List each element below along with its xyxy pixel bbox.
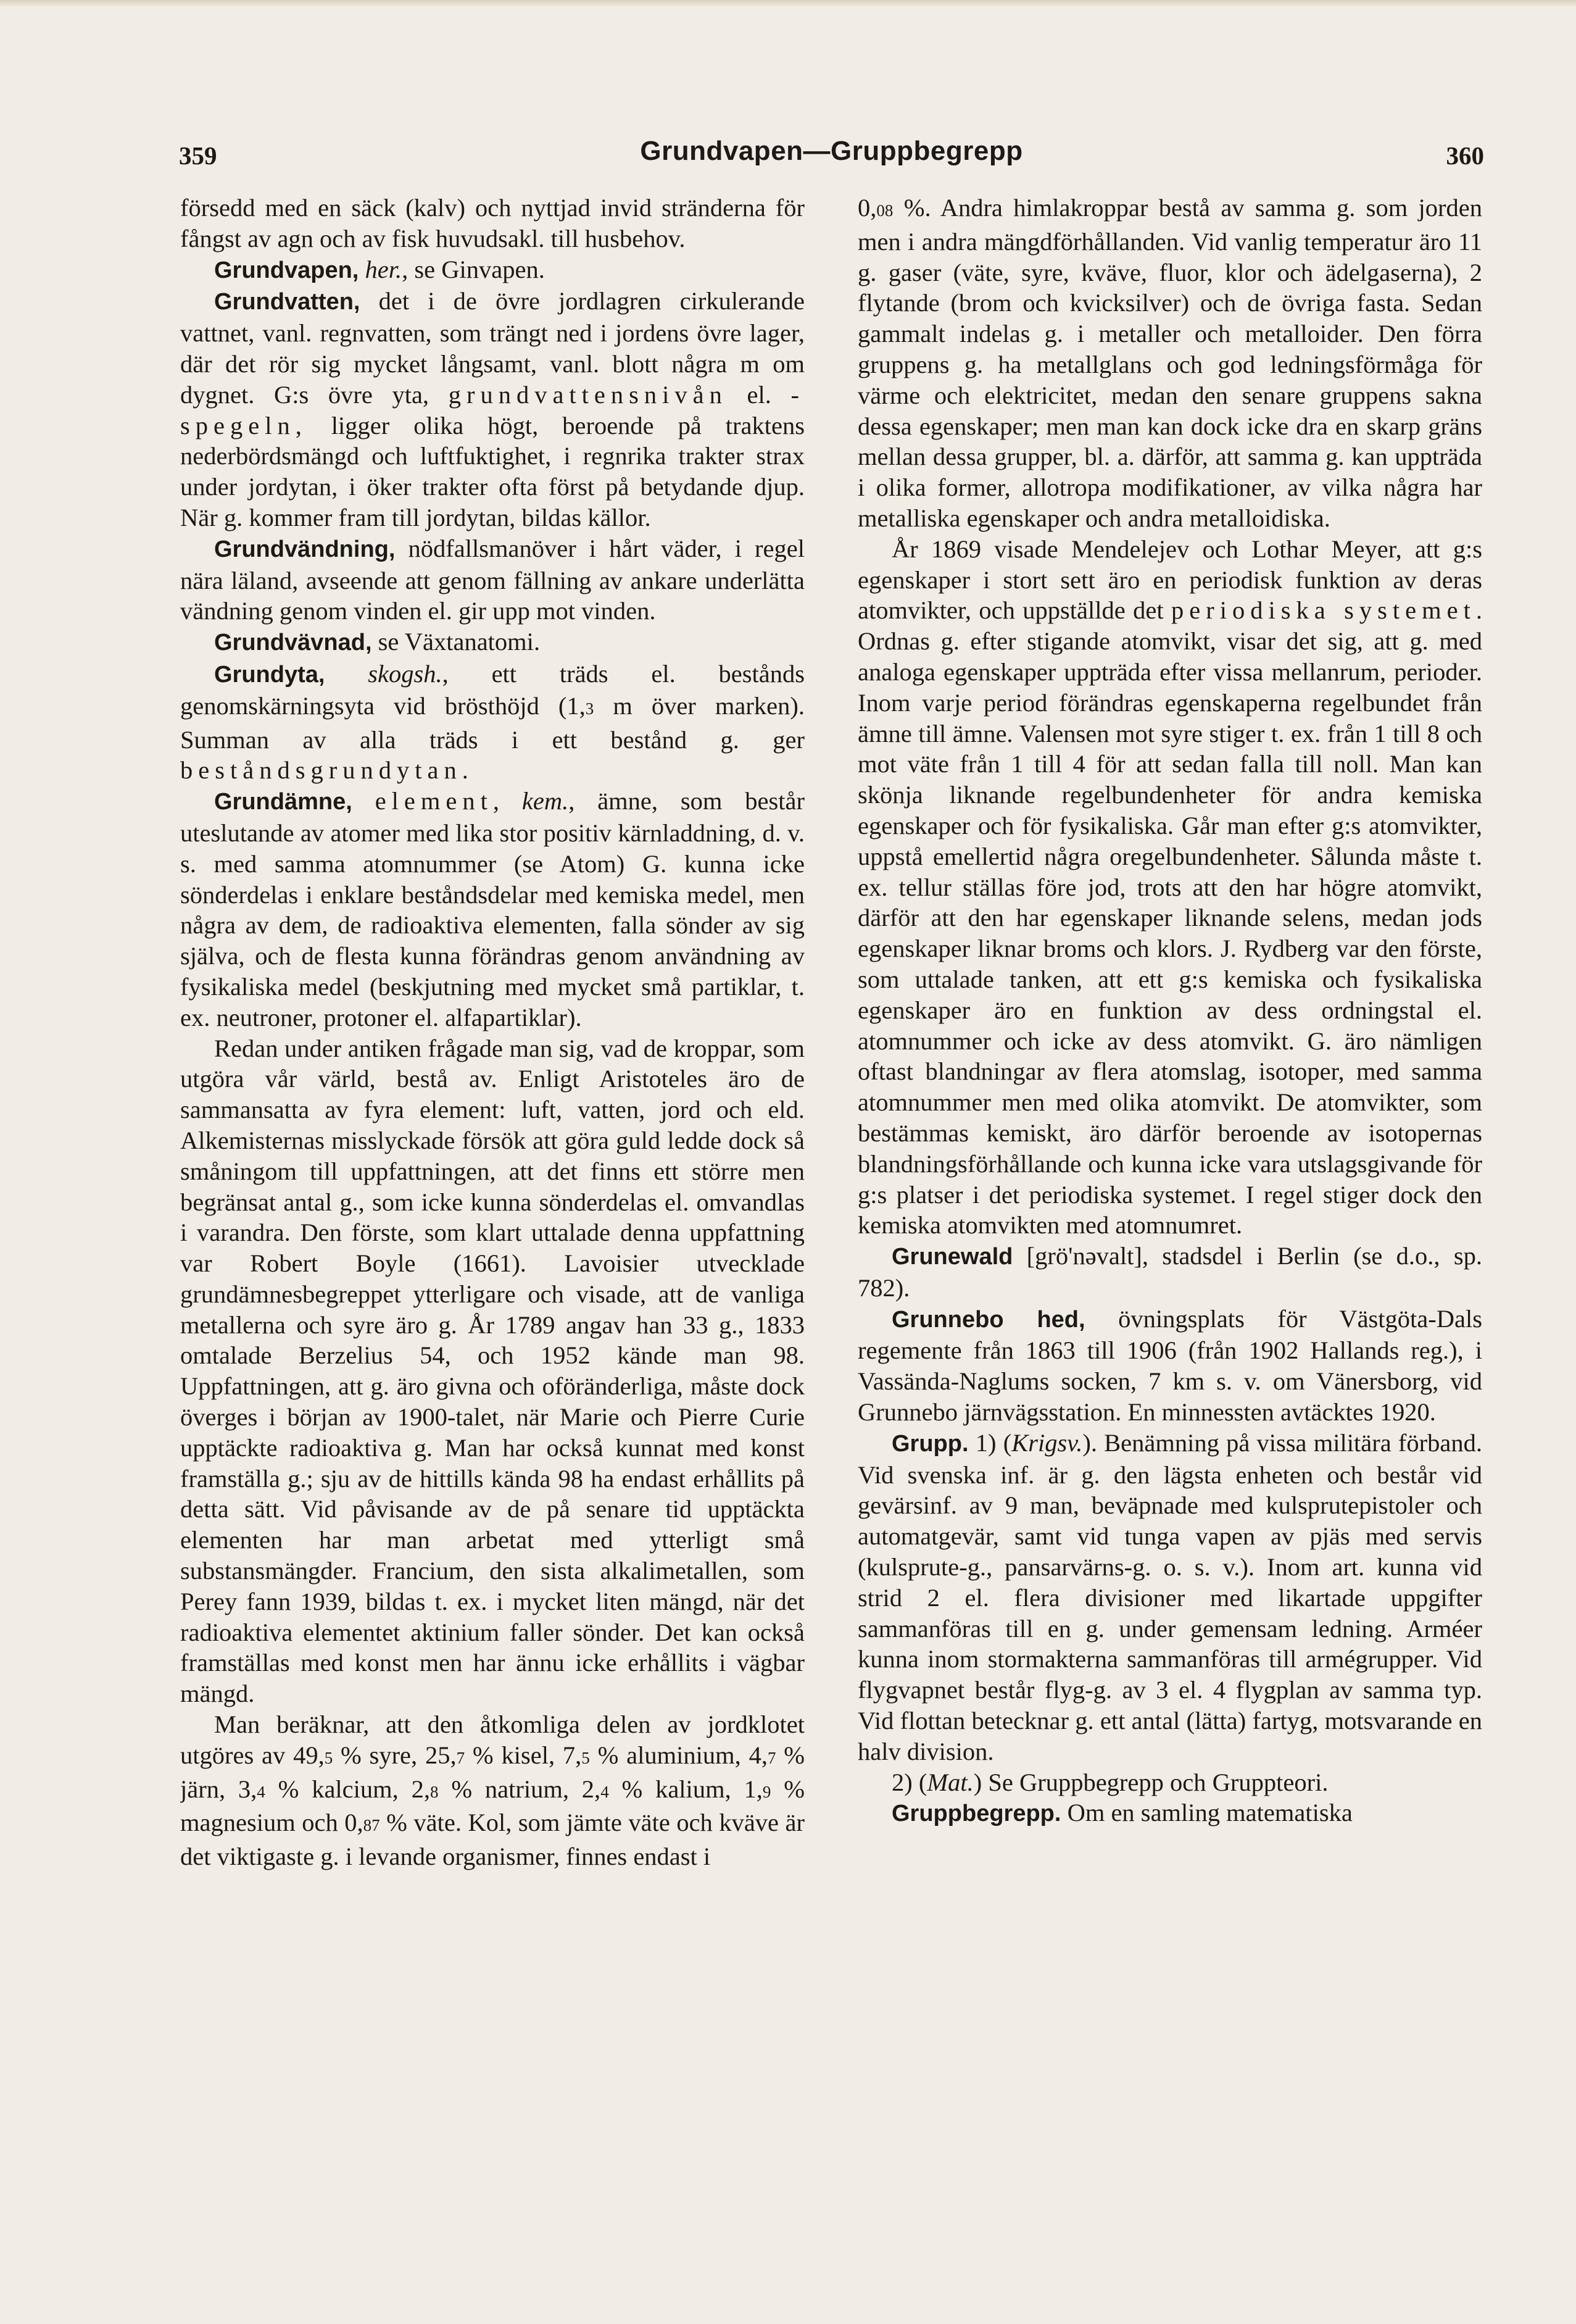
abbreviation: Krigsv. <box>1011 1428 1083 1457</box>
headword: Grupp. <box>892 1430 969 1457</box>
entry-text: m över marken). Summan av alla träds i ett bestånd g. ger <box>180 691 805 754</box>
text-run: % kalium, 1, <box>608 1775 763 1803</box>
text-run: Man beräknar, att den åtkomliga delen av jordklotet utgöres av 49, <box>180 1710 805 1769</box>
right-column <box>858 193 1482 2254</box>
spaced-term: beståndsgrundytan <box>180 756 462 785</box>
abbreviation: her. <box>365 255 402 283</box>
entry-text: . <box>462 756 468 785</box>
text-run: % kalcium, 2, <box>265 1775 430 1803</box>
entry-text: ). Benämning på vissa militära förband. Vid svenska inf. är g. den lägsta enheten och består vid gevärsinf. av 9 man, beväpnade med kulsprutepistoler och automatgevär, samt vid tunga vapen av pjäs med servis (kulsprute-g., pansarvärns-g. o. s. v.). Inom art. kunna vid strid 2 el. flera divisioner med likartade uppgifter sammanföras till en g. under gemensam ledning. Arméer kunna inom stormakterna sammanföras till armégrupper. Vid flygvapnet består flyg-g. av 3 el. 4 flygplan av samma typ. Vid flottan betecknar g. ett antal (lätta) fartyg, motsvarande en halv division. <box>858 1428 1482 1765</box>
page-top-edge <box>0 0 1576 6</box>
entry-grundamne: Grundämne, element, kem., ämne, som består uteslutande av atomer med lika stor positiv kärnladdning, d. v. s. med samma atomnummer (se Atom) G. kunna icke sönderdelas i enklare beståndsdelar med kemiska medel, men några av dem, de radioaktiva elementen, falla sönder av sig själva, och de flesta kunna förändras genom användning av fysikaliska medel (beskjutning med mycket små partiklar, t. ex. neutroner, protoner el. alfapartiklar). <box>180 787 805 1031</box>
entry-text: ) Se Gruppbegrepp och Gruppteori. <box>973 1768 1329 1796</box>
spaced-term: grundvattensnivån <box>448 380 728 409</box>
entry-grundvatten <box>180 286 805 533</box>
headword: Grundvävnad, <box>214 630 372 656</box>
entry-grundvapen <box>180 254 805 286</box>
entry-text: , ämne, som består uteslutande av atomer med lika stor positiv kärnladdning, d. v. s. med samma atomnummer (se Atom) G. kunna icke sönderdelas i enklare beståndsdelar med kemiska medel, men några av dem, de radioaktiva elementen, falla sönder av sig själva, och de flesta kunna förändras genom användning av fysikaliska medel (beskjutning med mycket små partiklar, t. ex. neutroner, protoner el. alfapartiklar). <box>180 787 805 1031</box>
decimal-digit: 9 <box>762 1782 771 1801</box>
left-column <box>180 193 805 2254</box>
text-run: % syre, 25, <box>333 1741 457 1769</box>
paragraph-man-beraknar <box>180 1709 805 1872</box>
entry-text: 2) ( <box>892 1768 927 1796</box>
entry-text: Om en samling matematiska <box>1061 1799 1353 1827</box>
entry-grundvavnad <box>180 627 805 659</box>
entry-text: se Växtanatomi. <box>371 628 541 656</box>
entry-text: , ett träds el. bestånds genomskärningsyta vid brösthöjd (1, <box>180 659 805 720</box>
decimal-digit: 8 <box>429 1782 439 1801</box>
entry-gruppbegrepp <box>858 1797 1482 1830</box>
headword: Grundyta, <box>214 661 325 688</box>
spaced-term: -spegeln, <box>180 380 805 439</box>
headword: Grundämne, <box>214 789 352 815</box>
text-run: % natrium, 2, <box>438 1775 601 1803</box>
entry-grunnebo-hed <box>858 1304 1482 1428</box>
headword: Grundvapen, <box>214 257 359 283</box>
continued-paragraph <box>858 193 1482 534</box>
text-run: . Ordnas g. efter stigande atomvikt, visar det sig, att g. med analoga egenskaper uppträda efter vissa mellanrum, perioder. Inom varje period förändras egenskaperna regelbundet från ämne till ämne. Valensen mot syre stiger t. ex. från 1 till 8 och mot väte från 1 till 4 för att sedan falla till noll. Man kan skönja liknande regelbundenheter för andra kemiska egenskaper och för fysikaliska. Går man efter g:s atomvikter, uppstå emellertid några oregelbundenheter. Sålunda måste t. ex. tellur ställas före jod, trots att den har högre atomvikt, därför att den har egenskaper liknande selens, medan jods egenskaper liknar broms och klors. J. Rydberg var den förste, som uttalade tanken, att ett g:s kemiska och fysikaliska egenskaper äro en funktion av dess ordningstal el. atomnummer och icke av dess atomvikt. G. äro nämligen oftast blandningar av flera atomslag, isotoper, med samma atomnummer men med olika atomvikt. De atomvikter, som bestämmas kemiskt, äro därför beroende av isotopernas blandningsförhållande och kunna icke vara utslagsgivande för g:s platser i det periodiska systemet. I regel stiger dock den kemiska atomvikten med atomnumret. <box>858 596 1482 1239</box>
text-run: 0, <box>858 194 877 222</box>
entry-text: el. <box>727 380 791 409</box>
entry-text: nödfallsmanöver i hårt väder, i regel nära läland, avseende att genom fällning av ankare underlätta vändning genom vinden el. gir upp mot vinden. <box>180 534 805 625</box>
entry-grunewald <box>858 1241 1482 1304</box>
text-run: % järn, 3, <box>180 1741 805 1803</box>
headword: Gruppbegrepp. <box>892 1801 1061 1827</box>
paragraph-redan <box>180 1033 805 1710</box>
text-run: % kisel, 7, <box>465 1741 582 1769</box>
decimal-digit: 4 <box>257 1782 265 1801</box>
decimal-digit: 87 <box>363 1816 380 1835</box>
entry-grupp <box>858 1428 1482 1767</box>
running-head: Grundvapen—Gruppbegrepp <box>640 136 1023 166</box>
page-header <box>179 136 1484 179</box>
entry-grundvandning <box>180 533 805 627</box>
abbreviation: Mat. <box>927 1768 974 1796</box>
spaced-term: element <box>375 787 493 815</box>
entry-grupp-2 <box>858 1767 1482 1798</box>
decimal-digit: 5 <box>324 1748 333 1767</box>
entry-text: , se Ginvapen. <box>402 255 545 283</box>
decimal-digit: 3 <box>585 699 594 718</box>
right-page-number: 360 <box>1446 141 1484 170</box>
text-run: %. Andra himlakroppar bestå av samma g. som jorden men i andra mängdförhållanden. Vid vanlig temperatur äro 11 g. gaser (väte, syre, kväve, fluor, klor och ädelgaserna), 2 flytande (brom och kvicksilver) och de övriga fasta. Sedan gammalt indelas g. i metaller och metalloider. Den förra gruppens g. ha metallglans och god ledningsförmåga för värme och elektricitet, medan den senare gruppens sakna dessa egenskaper; men man kan dock icke dra en skarp gräns mellan dessa grupper, bl. a. därför, att samma g. kan uppträda i olika former, allotropa modifikationer, av vilka några har metalliska egenskaper och andra metalloidiska. <box>858 194 1482 532</box>
text-run: År 1869 visade Mendelejev och Lothar Meyer, att g:s egenskaper i stort sett äro en periodisk funktion av deras atomvikter, och uppställde det <box>858 535 1482 625</box>
continued-entry <box>180 193 805 254</box>
headword: Grundvatten, <box>214 289 360 315</box>
decimal-digit: 7 <box>767 1748 776 1767</box>
text-run: % väte. Kol, som jämte väte och kväve är det viktigaste g. i levande organismer, finnes endast i <box>180 1809 805 1871</box>
entry-text: ligger olika högt, beroende på traktens nederbördsmängd och luftfuktighet, i regnrika trakter strax under jordytan, i öker trakter ofta först på betydande djup. När g. kommer fram till jordytan, bildas källor. <box>180 411 805 531</box>
left-page-number: 359 <box>179 141 217 170</box>
text-run: % magnesium och 0, <box>180 1775 805 1837</box>
abbreviation: kem. <box>521 787 569 815</box>
spaced-term: periodiska systemet <box>1171 596 1476 625</box>
decimal-digit: 4 <box>600 1782 609 1801</box>
text-run: % aluminium, 4, <box>589 1741 768 1769</box>
headword: Grunewald <box>892 1244 1013 1270</box>
decimal-digit: 5 <box>581 1748 590 1767</box>
decimal-digit: 7 <box>456 1748 465 1767</box>
entry-text: försedd med en säck (kalv) och nyttjad invid stränderna för fångst av agn och av fisk huvudsakl. till husbehov. <box>180 194 805 252</box>
paragraph-text: Redan under antiken frågade man sig, vad de kroppar, som utgöra vår värld, bestå av. Enligt Aristoteles äro de sammansatta av fyra element: luft, vatten, jord och eld. Alkemisternas misslyckade försök att göra guld ledde dock så småningom till uppfattningen, att det finns ett större men begränsat antal g., som icke kunna sönderdelas el. omvandlas i varandra. Den förste, som klart uttalade denna uppfattning var Robert Boyle (1661). Lavoisier utvecklade grundämnesbegreppet ytterligare och visade, att de vanliga metallerna och syre äro g. År 1789 angav han 33 g., 1833 omtalade Berzelius 54, och 1952 kände man 98. Uppfattningen, att g. äro givna och oföränderliga, måste dock överges i början av 1900-talet, när Marie och Pierre Curie upptäckte radioaktiva g. Man har också kunnat med konst framställa g.; sju av de hittills kända 98 ha endast erhållits på detta sätt. Vid påvisande av de på senare tid upptäckta elementen har man arbetat med ytterligt små substansmängder. Francium, den sista alkalimetallen, som Perey fann 1939, bildas t. ex. i mycket liten mängd, när det radioaktiva elementet aktinium faller sönder. Det kan också framställas med konst men har ännu icke erhållits i vägbar mängd. <box>180 1034 805 1708</box>
entry-text: det i de övre jordlagren cirkulerande vattnet, vanl. regnvatten, som trängt ned i jordens övre lager, där det rör sig mycket långsamt, vanl. blott några m om dygnet. G:s övre yta, <box>180 287 805 409</box>
headword: Grunnebo hed, <box>892 1306 1085 1333</box>
decimal-digit: 08 <box>876 201 894 220</box>
paragraph-ar-1869 <box>858 534 1482 1241</box>
entry-grundyta <box>180 659 805 786</box>
abbreviation: skogsh. <box>368 659 442 688</box>
entry-text: 1) ( <box>968 1428 1012 1457</box>
entry-text: övningsplats för Västgöta-Dals regemente från 1863 till 1906 (från 1902 Hallands reg.), i Vassända-Naglums socken, 7 km s. v. om Vänersborg, vid Grunnebo järnvägsstation. En minnessten avtäcktes 1920. <box>858 1304 1482 1426</box>
entry-text: [grö'nəvalt], stadsdel i Berlin (se d.o., sp. 782). <box>858 1242 1482 1302</box>
headword: Grundvändning, <box>214 536 396 562</box>
